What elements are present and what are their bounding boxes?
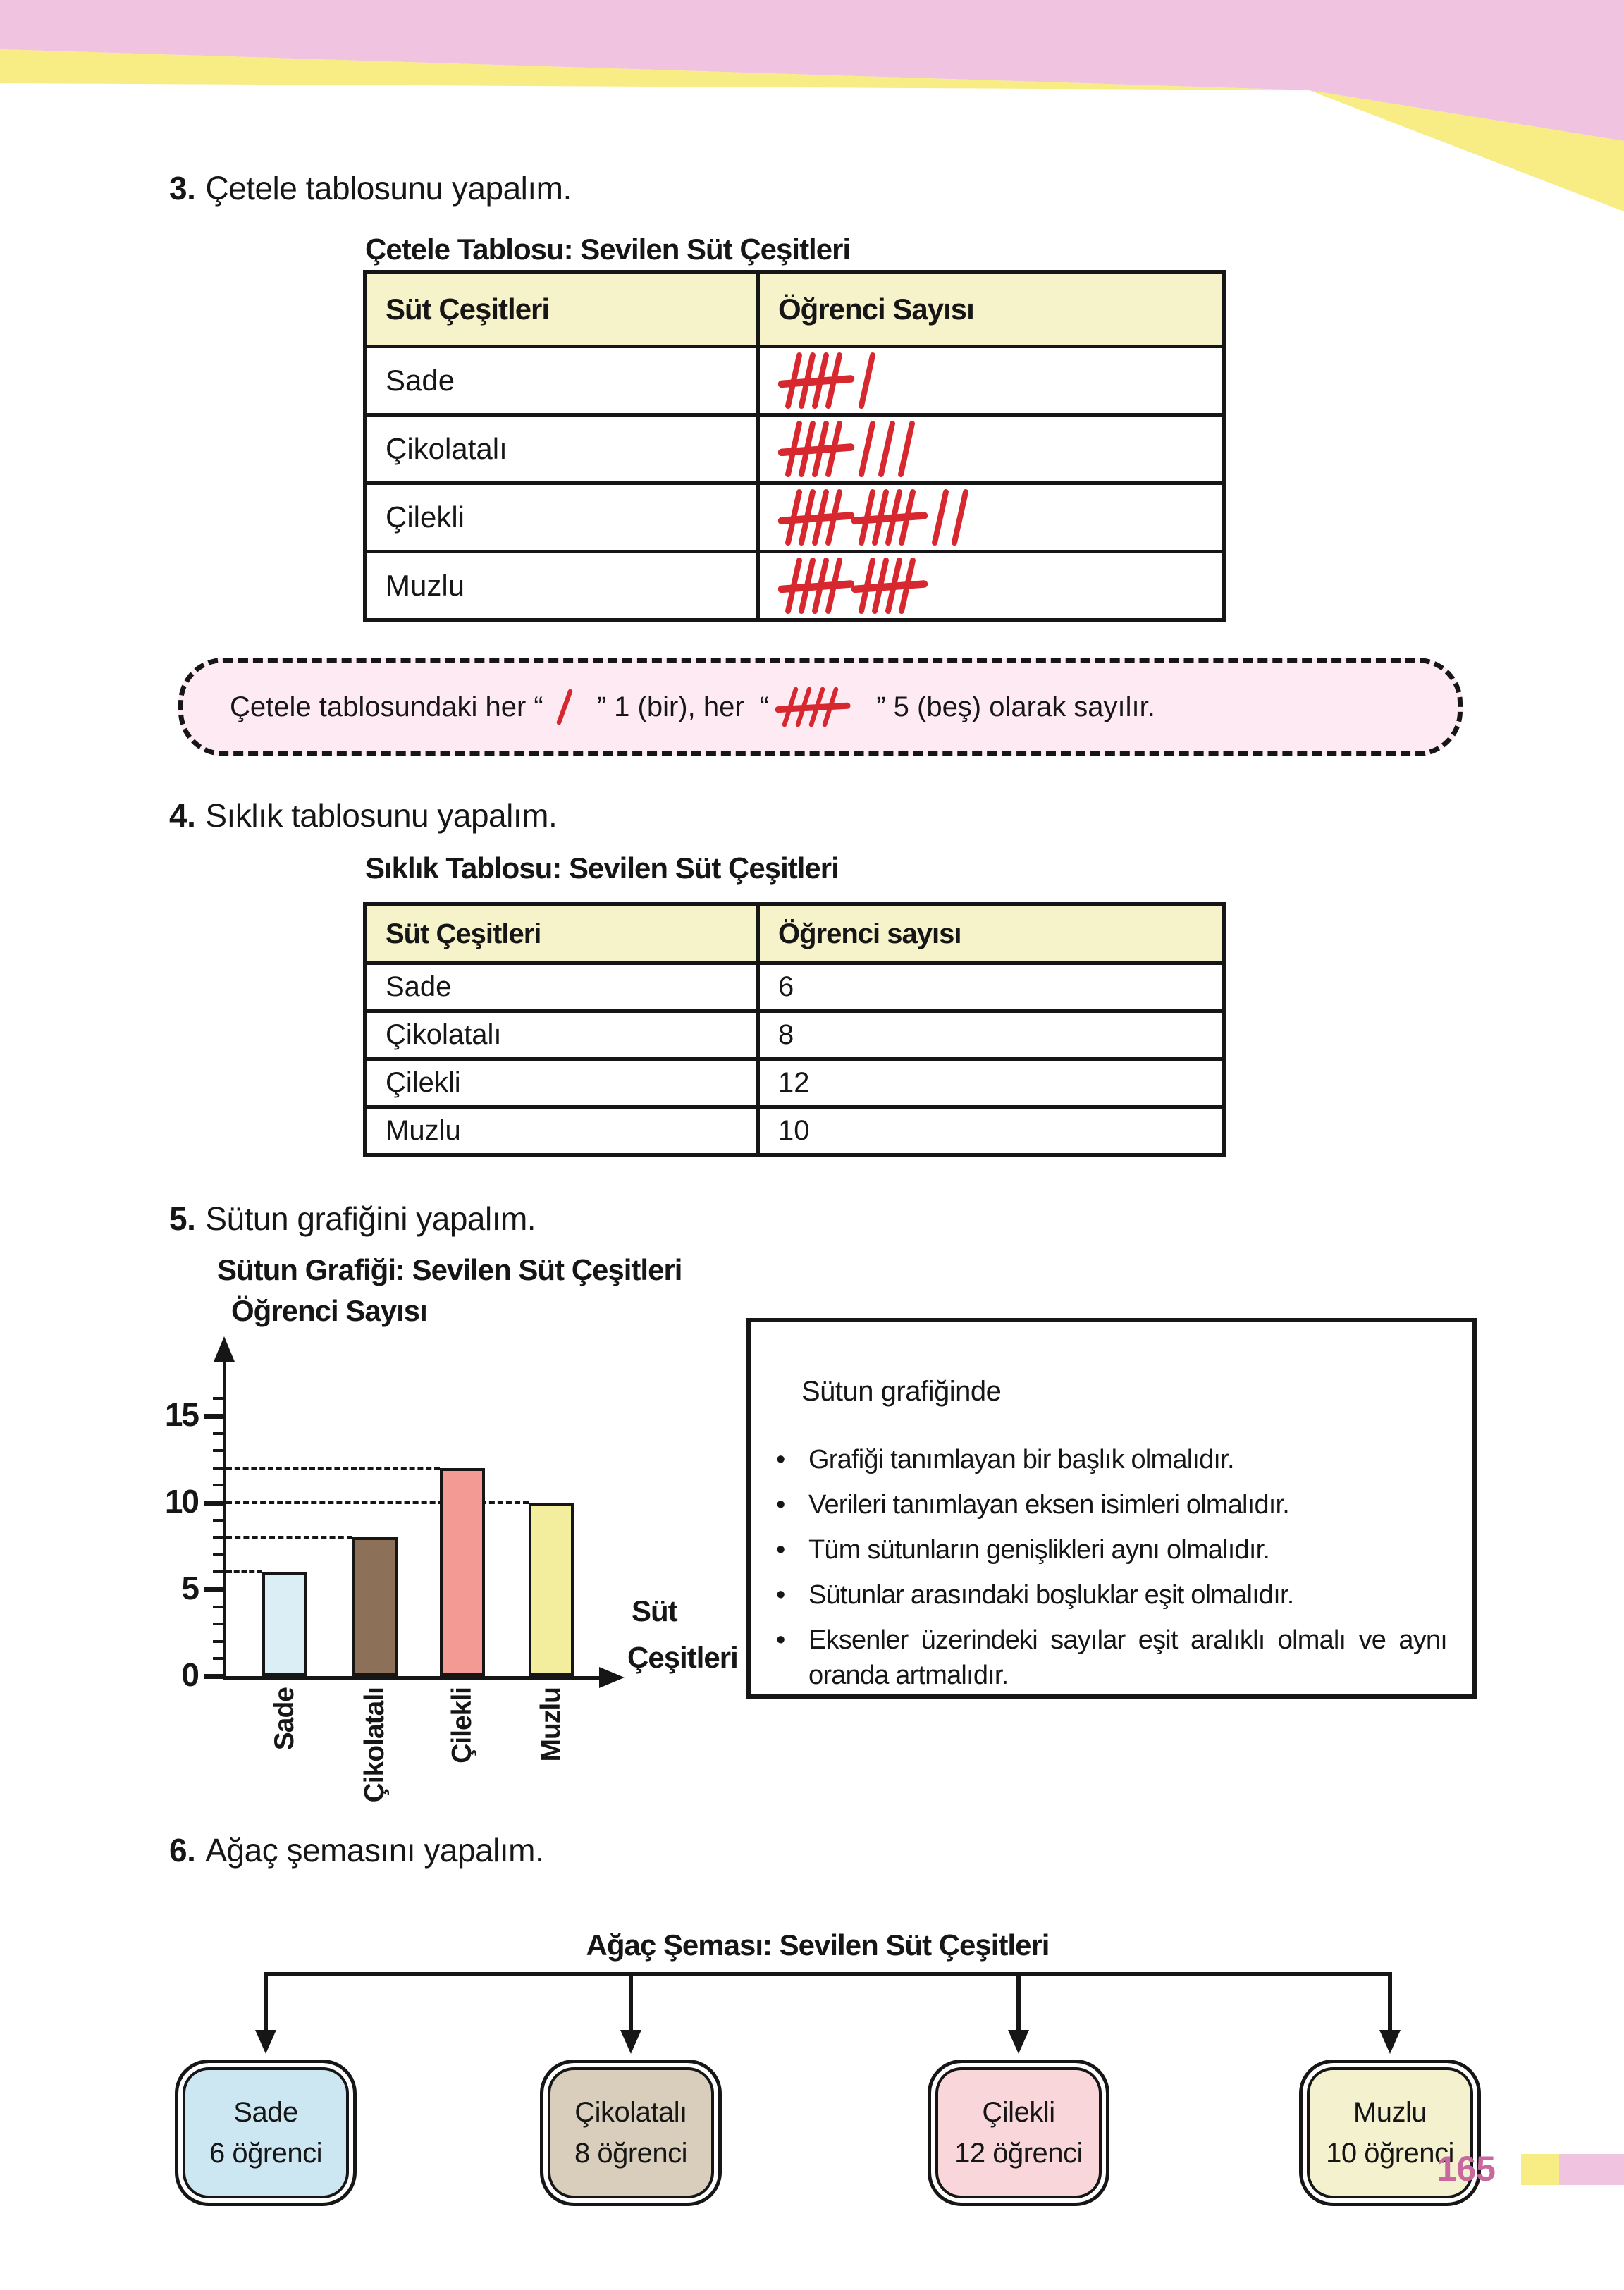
tally-table-header-col2: Öğrenci Sayısı <box>760 274 1222 345</box>
bar-sade <box>262 1572 307 1676</box>
chart-rules-box <box>746 1318 1477 1699</box>
note-text-3: ” 5 (beş) olarak sayılır. <box>876 691 1155 722</box>
rule-text: Sütunlar arasındaki boşluklar eşit olmalıdır. <box>808 1580 1294 1610</box>
tree-branch-line <box>1016 1972 1021 2031</box>
bullet-icon: • <box>776 1490 786 1520</box>
tree-branch-line <box>1388 1972 1392 2031</box>
y-axis-minor-tick <box>213 1467 223 1470</box>
value-guide-line <box>226 1467 440 1470</box>
y-axis-minor-tick <box>213 1570 223 1573</box>
tree-node-cilekli <box>928 2060 1109 2206</box>
row-label: Muzlu <box>367 553 760 618</box>
y-axis-minor-tick <box>213 1640 223 1643</box>
section-5-title: Sütun grafiğini yapalım. <box>205 1200 536 1237</box>
x-category-label: Muzlu <box>536 1687 566 1762</box>
section-4-number: 4. <box>169 797 196 834</box>
value-guide-line <box>226 1501 529 1504</box>
tally-table-header-row <box>367 274 1222 345</box>
y-axis-major-tick <box>204 1587 223 1592</box>
table-row <box>367 550 1222 618</box>
note-text-1: Çetele tablosundaki her “ <box>230 691 543 722</box>
tree-diagram-caption: Ağaç Şeması: Sevilen Süt Çeşitleri <box>586 1928 1050 1962</box>
rule-item <box>776 1577 1447 1613</box>
rule-item <box>776 1487 1447 1522</box>
y-axis-minor-tick <box>213 1519 223 1522</box>
table-row <box>367 413 1222 481</box>
x-axis-title-line1: Süt <box>632 1594 677 1627</box>
y-axis-minor-tick <box>213 1449 223 1452</box>
tree-node-value: 10 öğrenci <box>1326 2138 1454 2169</box>
y-axis-minor-tick <box>213 1397 223 1400</box>
bar-çikolatalı <box>352 1537 398 1676</box>
tally-group-icon <box>775 686 871 728</box>
x-axis-title-line2: Çeşitleri <box>627 1641 738 1674</box>
table-row <box>367 1057 1222 1105</box>
rule-text: Grafiği tanımlayan bir başlık olmalıdır. <box>808 1445 1234 1475</box>
row-value: 12 <box>778 1067 810 1098</box>
y-axis-line <box>223 1360 226 1680</box>
row-label: Muzlu <box>367 1109 760 1153</box>
tree-node-label: Sade <box>233 2097 298 2128</box>
page-number: 165 <box>1437 2149 1496 2189</box>
x-axis-arrow-icon <box>599 1667 625 1688</box>
section-4-title: Sıklık tablosunu yapalım. <box>205 797 558 834</box>
row-label: Sade <box>367 965 760 1009</box>
tree-node-sade <box>175 2060 357 2206</box>
tree-horizontal-line <box>266 1972 1390 1976</box>
rule-text: Tüm sütunların genişlikleri aynı olmalıdır. <box>808 1535 1270 1565</box>
rule-item <box>776 1623 1447 1693</box>
row-value: 6 <box>778 971 794 1002</box>
row-value: 10 <box>778 1115 810 1146</box>
rules-box-title: Sütun grafiğinde <box>801 1376 1002 1407</box>
section-5-number: 5. <box>169 1200 196 1237</box>
tree-branch-line <box>264 1972 268 2031</box>
y-axis-minor-tick <box>213 1553 223 1556</box>
table-row <box>367 1009 1222 1057</box>
tree-node-value: 12 öğrenci <box>954 2138 1083 2169</box>
y-axis-minor-tick <box>213 1484 223 1486</box>
y-axis-tick-label: 0 <box>181 1656 198 1693</box>
value-guide-line <box>226 1570 262 1573</box>
tree-arrow-down-icon <box>1008 2030 1029 2054</box>
tree-branch-line <box>629 1972 633 2031</box>
section-6-heading <box>169 1831 543 1869</box>
row-label: Çilekli <box>367 485 760 550</box>
frequency-table-header-row <box>367 906 1222 961</box>
bar-muzlu <box>529 1503 574 1676</box>
bar-çilekli <box>440 1468 485 1676</box>
y-axis-tick-label: 15 <box>164 1396 198 1433</box>
rule-text: Eksenler üzerindeki sayılar eşit aralıklı olmalı ve aynı oranda artmalıdır. <box>808 1625 1447 1690</box>
y-axis-major-tick <box>204 1674 223 1679</box>
tally-table-header-col1: Süt Çeşitleri <box>367 274 760 345</box>
frequency-table-caption: Sıklık Tablosu: Sevilen Süt Çeşitleri <box>365 851 839 885</box>
y-axis-tick-label: 10 <box>164 1483 198 1520</box>
section-6-number: 6. <box>169 1832 196 1869</box>
tally-marks <box>760 348 1222 413</box>
section-4-heading <box>169 796 557 835</box>
footer-pink-mark <box>1559 2154 1624 2185</box>
tally-marks <box>760 485 1222 550</box>
bullet-icon: • <box>776 1625 786 1655</box>
bullet-icon: • <box>776 1580 786 1610</box>
x-category-label: Çikolatalı <box>359 1687 390 1803</box>
value-guide-line <box>226 1536 352 1539</box>
tree-node-label: Çilekli <box>982 2097 1055 2128</box>
frequency-table-header-col1: Süt Çeşitleri <box>367 906 760 961</box>
x-category-label: Çilekli <box>447 1687 477 1763</box>
bar-chart-title: Sütun Grafiği: Sevilen Süt Çeşitleri <box>217 1253 682 1286</box>
rule-item <box>776 1532 1447 1568</box>
footer-yellow-mark <box>1521 2154 1559 2185</box>
y-axis-tick-label: 5 <box>181 1570 198 1606</box>
tally-single-icon <box>549 688 591 726</box>
table-row <box>367 345 1222 413</box>
frequency-table-header-col2: Öğrenci sayısı <box>760 906 1222 961</box>
note-text-2: ” 1 (bir), her “ <box>596 691 770 722</box>
tree-arrow-down-icon <box>255 2030 276 2054</box>
table-row <box>367 961 1222 1009</box>
section-3-heading <box>169 169 572 207</box>
tally-table <box>363 270 1226 622</box>
rule-text: Verileri tanımlayan eksen isimleri olmalıdır. <box>808 1490 1290 1520</box>
tree-node-value: 8 öğrenci <box>574 2138 688 2169</box>
y-axis-title: Öğrenci Sayısı <box>231 1294 427 1327</box>
section-5-heading <box>169 1200 536 1238</box>
rule-item <box>776 1442 1447 1477</box>
tally-marks <box>760 417 1222 481</box>
y-axis-major-tick <box>204 1414 223 1419</box>
section-3-title: Çetele tablosunu yapalım. <box>205 170 572 207</box>
tally-table-caption: Çetele Tablosu: Sevilen Süt Çeşitleri <box>365 233 851 266</box>
tree-node-cikolatali <box>540 2060 722 2206</box>
row-label: Çikolatalı <box>367 417 760 481</box>
row-label: Sade <box>367 348 760 413</box>
tree-node-label: Muzlu <box>1353 2097 1427 2128</box>
tree-node-value: 6 öğrenci <box>209 2138 323 2169</box>
section-3-number: 3. <box>169 170 196 207</box>
y-axis-minor-tick <box>213 1536 223 1539</box>
row-label: Çilekli <box>367 1061 760 1105</box>
y-axis-arrow-icon <box>214 1336 235 1362</box>
y-axis-major-tick <box>204 1501 223 1506</box>
bullet-icon: • <box>776 1445 786 1475</box>
tree-node-label: Çikolatalı <box>574 2097 687 2128</box>
x-axis-line <box>223 1676 601 1680</box>
x-category-label: Sade <box>269 1687 300 1751</box>
y-axis-minor-tick <box>213 1432 223 1435</box>
y-axis-minor-tick <box>213 1606 223 1608</box>
tally-marks <box>760 553 1222 618</box>
row-value: 8 <box>778 1019 794 1050</box>
bullet-icon: • <box>776 1535 786 1565</box>
tree-arrow-down-icon <box>620 2030 641 2054</box>
tree-arrow-down-icon <box>1379 2030 1401 2054</box>
tally-note-box <box>178 658 1463 756</box>
y-axis-minor-tick <box>213 1657 223 1660</box>
table-row <box>367 481 1222 550</box>
table-row <box>367 1105 1222 1153</box>
section-6-title: Ağaç şemasını yapalım. <box>205 1832 544 1869</box>
frequency-table <box>363 902 1226 1157</box>
row-label: Çikolatalı <box>367 1013 760 1057</box>
y-axis-minor-tick <box>213 1623 223 1625</box>
